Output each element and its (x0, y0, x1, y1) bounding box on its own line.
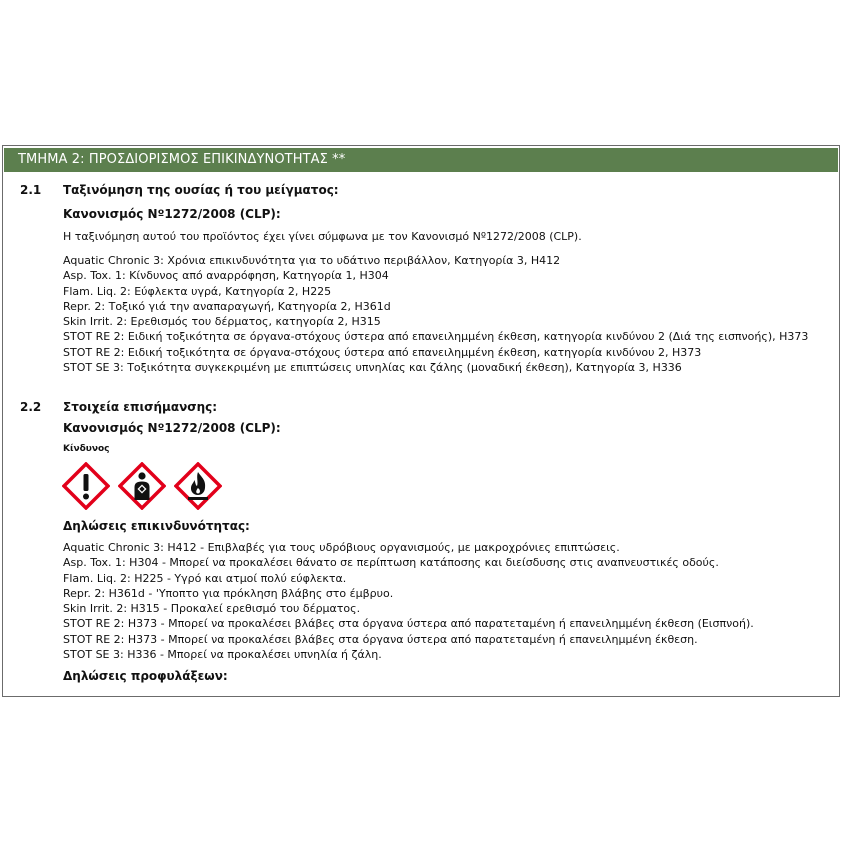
list-item: STOT RE 2: H373 - Μπορεί να προκαλέσει βλάβες στα όργανα ύστερα από παρατεταμένη ή επανειλημμένη έκθεση. (63, 632, 698, 646)
list-item: Skin Irrit. 2: Ερεθισμός του δέρματος, κατηγορία 2, H315 (63, 315, 381, 329)
section-number-2-1: 2.1 (20, 183, 42, 197)
signal-word: Κίνδυνος (63, 444, 110, 454)
classification-intro: Η ταξινόμηση αυτού του προϊόντος έχει γίνει σύμφωνα με τον Κανονισμό Nº1272/2008 (CLP). (63, 230, 582, 243)
exclamation-mark-pictogram (62, 462, 110, 510)
health-hazard-pictogram (118, 462, 166, 510)
list-item: Aquatic Chronic 3: Χρόνια επικινδυνότητα για το υδάτινο περιβάλλον, Κατηγορία 3, H412 (63, 254, 561, 267)
list-item: STOT RE 2: Ειδική τοξικότητα σε όργανα-στόχους ύστερα από επανειλημμένη έκθεση, κατηγορία κινδύνου 2, H373 (63, 345, 702, 359)
list-item: STOT RE 2: Ειδική τοξικότητα σε όργανα-στόχους ύστερα από επανειλημμένη έκθεση, κατηγορία κινδύνου 2 (Διά της εισπνοής), H373 (63, 330, 809, 344)
list-item: Repr. 2: H361d - 'Υποπτο για πρόκληση βλάβης στο έμβρυο. (63, 586, 394, 600)
list-item: Asp. Tox. 1: Κίνδυνος από αναρρόφηση, Κατηγορία 1, H304 (63, 269, 389, 283)
list-item: STOT SE 3: H336 - Μπορεί να προκαλέσει υπνηλία ή ζάλη. (63, 648, 382, 662)
list-item: Aquatic Chronic 3: H412 - Επιβλαβές για τους υδρόβιους οργανισμούς, με μακροχρόνιες επιπτώσεις. (63, 541, 620, 554)
list-item: Skin Irrit. 2: H315 - Προκαλεί ερεθισμό του δέρματος. (63, 602, 361, 616)
hazard-statements-heading: Δηλώσεις επικινδυνότητας: (63, 519, 250, 533)
section-number-2-2: 2.2 (20, 400, 42, 414)
classification-list (63, 253, 808, 375)
list-item: Flam. Liq. 2: Εύφλεκτα υγρά, Κατηγορία 2, H225 (63, 284, 332, 298)
classification-heading: Ταξινόμηση της ουσίας ή του μείγματος: (63, 183, 339, 197)
precautionary-statements-heading: Δηλώσεις προφυλάξεων: (63, 669, 228, 683)
hazard-statements-list (63, 540, 754, 662)
flame-pictogram (174, 462, 222, 510)
labelling-regulation: Κανονισμός Nº1272/2008 (CLP): (63, 421, 281, 435)
labelling-heading: Στοιχεία επισήμανσης: (63, 400, 218, 414)
list-item: Repr. 2: Τοξικό γιά την αναπαραγωγή, Κατηγορία 2, H361d (63, 299, 391, 313)
list-item: Asp. Tox. 1: H304 - Μπορεί να προκαλέσει θάνατο σε περίπτωση κατάποσης και διείσδυσης στις αναπνευστικές οδούς. (63, 556, 719, 570)
list-item: STOT SE 3: Τοξικότητα συγκεκριμένη με επιπτώσεις υπνηλίας και ζάλης (μοναδική έκθεση), Κατηγορία 3, H336 (63, 361, 682, 375)
list-item: STOT RE 2: H373 - Μπορεί να προκαλέσει βλάβες στα όργανα ύστερα από παρατεταμένη ή επανειλημμένη έκθεση (Εισπνοή). (63, 617, 754, 631)
classification-regulation: Κανονισμός Nº1272/2008 (CLP): (63, 207, 281, 221)
list-item: Flam. Liq. 2: H225 - Υγρό και ατμοί πολύ εύφλεκτα. (63, 571, 347, 585)
section-header: ΤΜΗΜΑ 2: ΠΡΟΣΔΙΟΡΙΣΜΟΣ ΕΠΙΚΙΝΔΥΝΟΤΗΤΑΣ ** (4, 148, 838, 172)
